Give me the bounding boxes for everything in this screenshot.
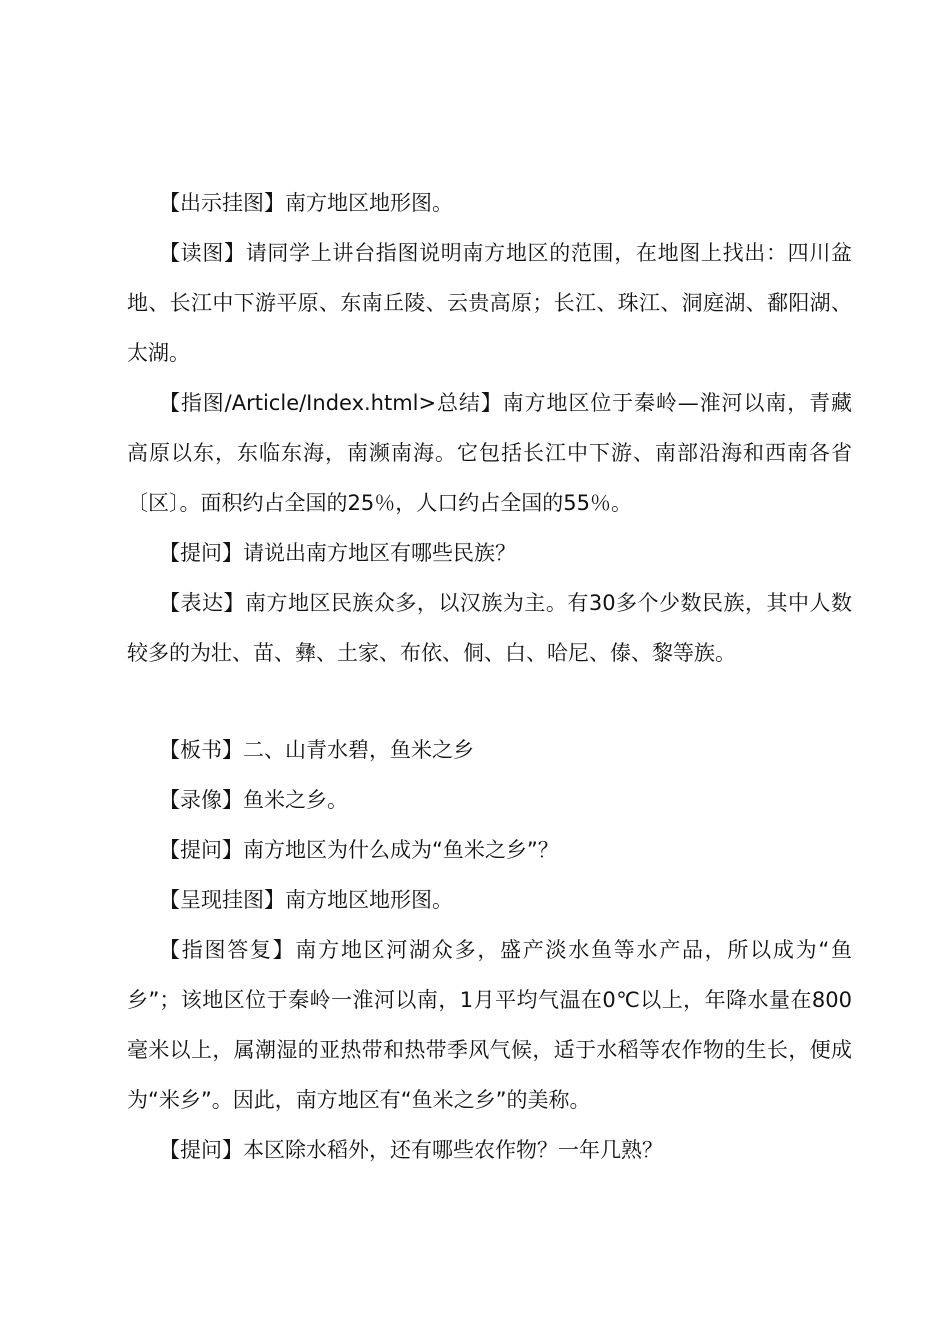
paragraph-summary: 【指图/Article/Index.html>总结】南方地区位于秦岭—淮河以南，青藏高原以东，东临东海，南濒南海。它包括长江中下游、南部沿海和西南各省〔区〕。面积约占全国的25％，人口约占全国的55％。 [127, 391, 852, 515]
paragraph-read-map: 【读图】请同学上讲台指图说明南方地区的范围，在地图上找出：四川盆地、长江中下游平原、东南丘陵、云贵高原；长江、珠江、洞庭湖、鄱阳湖、太湖。 [127, 241, 852, 365]
paragraph-question-ethnic: 【提问】请说出南方地区有哪些民族？ [159, 541, 516, 565]
paragraph-present-map: 【呈现挂图】南方地区地形图。 [159, 888, 453, 912]
paragraph-question-crops: 【提问】本区除水稻外，还有哪些农作物？一年几熟？ [159, 1138, 663, 1162]
paragraph-question-fish-rice: 【提问】南方地区为什么成为“鱼米之乡”？ [159, 838, 559, 862]
paragraph-video: 【录像】鱼米之乡。 [159, 788, 348, 812]
paragraph-blackboard: 【板书】二、山青水碧，鱼米之乡 [159, 738, 474, 762]
paragraph-answer: 【指图答复】南方地区河湖众多，盛产淡水鱼等水产品，所以成为“鱼乡”；该地区位于秦岭一淮河以南，1月平均气温在0℃以上，年降水量在800毫米以上，属潮湿的亚热带和热带季风气候，适于水稻等农作物的生长，便成为“米乡”。因此，南方地区有“鱼米之乡”的美称。 [127, 938, 852, 1112]
paragraph-expression: 【表达】南方地区民族众多，以汉族为主。有30多个少数民族，其中人数较多的为壮、苗、彝、土家、布依、侗、白、哈尼、傣、黎等族。 [127, 591, 852, 665]
paragraph-show-map: 【出示挂图】南方地区地形图。 [159, 191, 453, 215]
